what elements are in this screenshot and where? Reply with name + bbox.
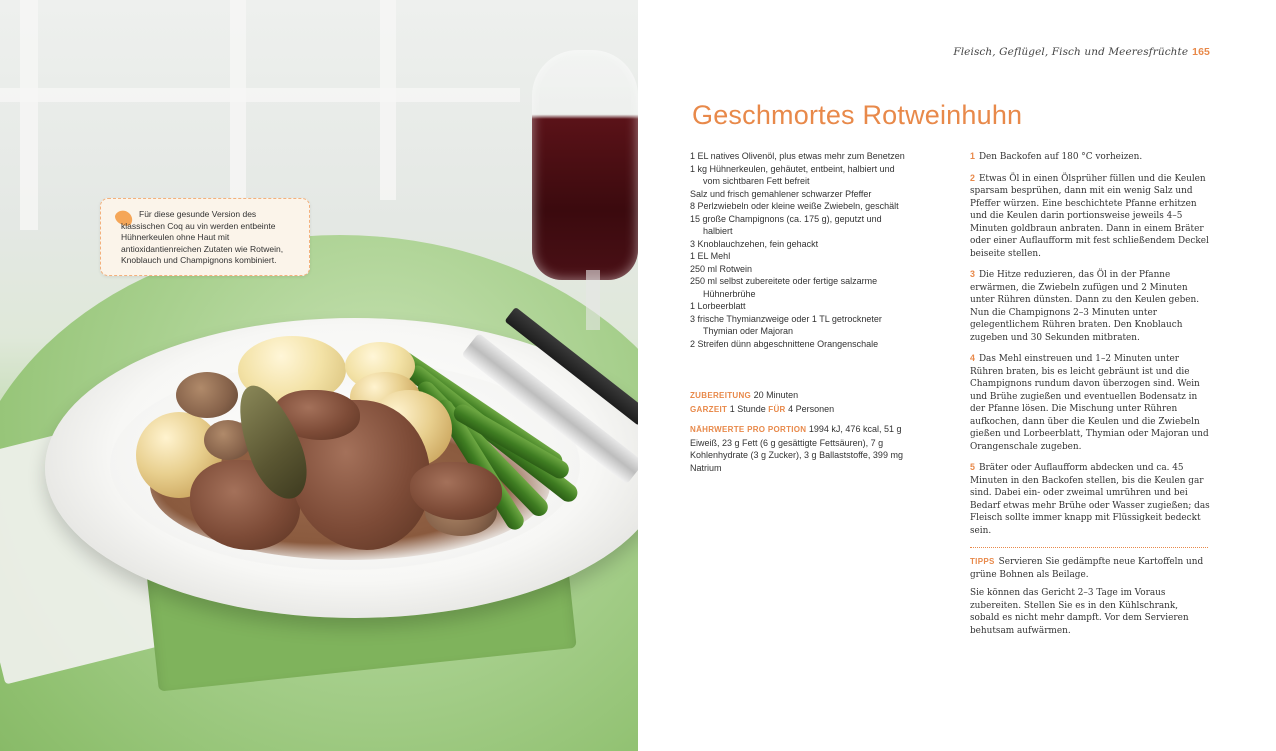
- ingredient-item: 1 EL natives Olivenöl, plus etwas mehr zum Benetzen: [690, 151, 905, 161]
- ingredient-item: 8 Perlzwiebeln oder kleine weiße Zwiebeln, geschält: [690, 201, 899, 211]
- window-frame: [20, 0, 38, 230]
- cook-time-row: [690, 403, 910, 417]
- nutrition-info: [690, 423, 910, 474]
- ingredient-item: 1 EL Mehl: [690, 251, 731, 261]
- step-number: 2: [970, 172, 975, 183]
- window-frame: [0, 88, 520, 102]
- tips-label: TIPPS: [970, 557, 995, 566]
- tip-item: [970, 556, 1210, 581]
- page-number: 165: [1192, 46, 1210, 58]
- method-step: [970, 461, 1210, 537]
- ingredient-item: 250 ml Rotwein: [690, 263, 753, 274]
- health-callout: [100, 198, 310, 276]
- nutrition-label: NÄHRWERTE PRO PORTION: [690, 425, 807, 434]
- step-number: 1: [970, 151, 975, 161]
- method-step: [970, 172, 1210, 261]
- running-head: [953, 46, 1210, 58]
- wine-glass: [532, 50, 638, 280]
- servings-value: 4 Personen: [788, 403, 835, 414]
- ingredient-item: 3 frische Thymianzweige oder 1 TL getrockneter Thymian oder Majoran: [690, 313, 882, 336]
- window-frame: [230, 0, 246, 200]
- step-number: 4: [970, 353, 975, 363]
- ingredient-item: 1 Lorbeerblatt: [690, 301, 746, 311]
- recipe-title: Geschmortes Rotweinhuhn: [692, 100, 1023, 130]
- wine-glass-stem: [586, 270, 600, 330]
- prep-time-label: ZUBEREITUNG: [690, 391, 752, 400]
- cook-time-value: 1 Stunde: [729, 403, 766, 414]
- step-number: 5: [970, 462, 975, 472]
- ingredient-item: Salz und frisch gemahlener schwarzer Pfeffer: [690, 188, 872, 199]
- step-text: Die Hitze reduzieren, das Öl in der Pfanne erwärmen, die Zwiebeln zufügen und 2 Minuten unter Rühren dünsten. Dann zu den Keulen geben. Nun die Champignons 2–3 Minuten unter gelegentlichem Rühren braten. Den Knoblauch zugeben und 30 Sekunden mitbraten.: [970, 270, 1200, 343]
- section-title: Fleisch, Geflügel, Fisch und Meeresfrüchte: [953, 46, 1189, 58]
- ingredient-list: [690, 150, 912, 350]
- method-step: [970, 150, 1210, 164]
- step-number: 3: [970, 269, 975, 279]
- window-frame: [380, 0, 396, 200]
- step-text: Das Mehl einstreuen und 1–2 Minuten unter Rühren braten, bis es leicht gebräunt ist und die Champignons rundum davon überzogen sind. Wein und Brühe zugießen und eventuellen Bodensatz in der Pfanne lösen. Die Mischung unter Rühren aufkochen, dann über die Keulen und die Zwiebeln gießen und Lorbeerblatt, Thymian oder Majoran und Orangenschale zugeben.: [970, 354, 1209, 452]
- ingredient-item: 2 Streifen dünn abgeschnittene Orangenschale: [690, 338, 879, 349]
- mushroom: [176, 372, 238, 418]
- divider: [970, 547, 1208, 548]
- prep-time-value: 20 Minuten: [753, 390, 799, 400]
- prep-time-row: [690, 389, 910, 403]
- ingredient-item: 250 ml selbst zubereitete oder fertige salzarme Hühnerbrühe: [690, 276, 878, 299]
- step-text: Bräter oder Auflaufform abdecken und ca. 45 Minuten in den Backofen stellen, bis die Keulen gar sind. Dabei ein- oder zweimal umrühren und bei Bedarf etwas mehr Brühe oder Wasser zugießen; das Fleisch sollte immer knapp mit Flüssigkeit bedeckt sein.: [970, 463, 1210, 536]
- callout-text: Für diese gesunde Version des klassischen Coq au vin werden entbeinte Hühnerkeulen ohne Haut mit antioxidantienreichen Zutaten wie Rotwein, Knoblauch und Champignons kombiniert.: [121, 209, 284, 266]
- tip-text: Servieren Sie gedämpfte neue Kartoffeln und grüne Bohnen als Beilage.: [970, 557, 1204, 580]
- servings-label: FÜR: [768, 404, 786, 414]
- step-text: Etwas Öl in einen Ölsprüher füllen und die Keulen sparsam besprühen, dann mit ein wenig Salz und Pfeffer würzen. Eine beschichtete Pfanne erhitzen und die Keulen darin portionsweise jeweils 4–5 Minuten goldbraun anbraten. Dann in einem Bräter oder einer Auflaufform mit fest schließendem Deckel beiseite stellen.: [970, 173, 1209, 259]
- step-text: Den Backofen auf 180 °C vorheizen.: [978, 152, 1143, 162]
- ingredient-item: 3 Knoblauchzehen, fein gehackt: [690, 238, 819, 249]
- tip-text: Sie können das Gericht 2–3 Tage im Voraus zubereiten. Stellen Sie es in den Kühlschrank, sobald es nicht mehr dampft. Vor dem Servieren behutsam aufwärmen.: [970, 588, 1189, 636]
- method-steps: [970, 150, 1210, 643]
- method-step: [970, 268, 1210, 344]
- tip-item: [970, 587, 1210, 637]
- recipe-meta: [690, 389, 910, 474]
- ingredient-item: 15 große Champignons (ca. 175 g), geputzt und halbiert: [690, 213, 882, 236]
- ingredient-item: 1 kg Hühnerkeulen, gehäutet, entbeint, halbiert und vom sichtbaren Fett befreit: [690, 163, 895, 186]
- nutrition-value: 1994 kJ, 476 kcal, 51 g Eiweiß, 23 g Fett (6 g gesättigte Fettsäuren), 7 g Kohlenhydrate (3 g Zucker), 3 g Ballaststoffe, 399 mg Natrium: [690, 424, 903, 473]
- cook-time-label: GARZEIT: [690, 404, 728, 414]
- method-step: [970, 352, 1210, 453]
